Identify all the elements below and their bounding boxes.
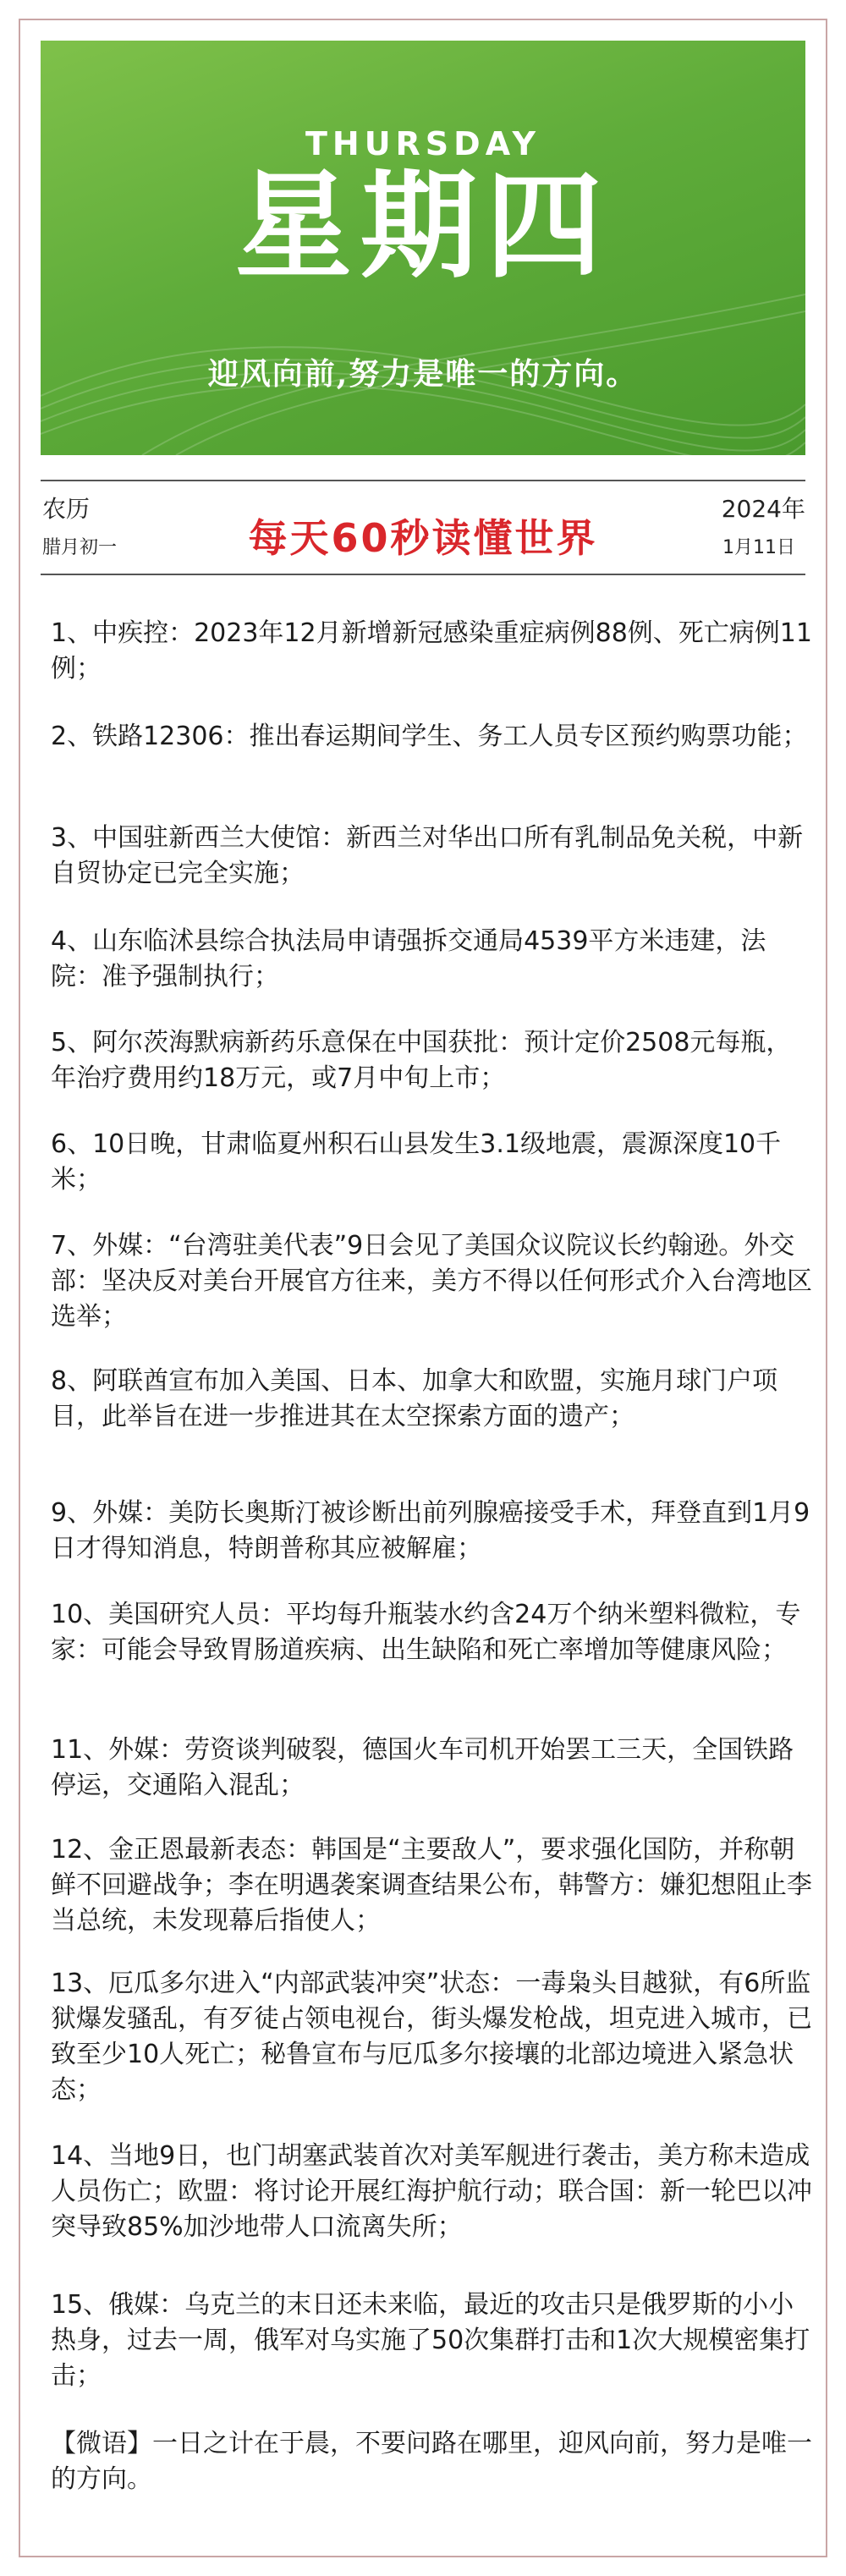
news-item: 7、外媒：“台湾驻美代表”9日会见了美国众议院议长约翰逊。外交部：坚决反对美台开展官方往来，美方不得以任何形式介入台湾地区选举； <box>51 1231 812 1332</box>
closing-quote: 【微语】一日之计在于晨，不要问路在哪里，迎风向前，努力是唯一的方向。 <box>51 2429 812 2494</box>
news-item: 3、中国驻新西兰大使馆：新西兰对华出口所有乳制品免关税，中新自贸协定已完全实施； <box>51 823 804 888</box>
weekday-chinese: 星期四 <box>234 157 611 294</box>
news-item: 11、外媒：劳资谈判破裂，德国火车司机开始罢工三天，全国铁路停运，交通陷入混乱； <box>51 1735 794 1800</box>
weekday-english: THURSDAY <box>305 125 541 162</box>
news-item: 10、美国研究人员：平均每升瓶装水约含24万个纳米塑料微粒，专家：可能会导致胃肠道疾病、出生缺陷和死亡率增加等健康风险； <box>51 1600 801 1665</box>
weekday-banner <box>41 41 805 455</box>
news-item: 15、俄媒：乌克兰的末日还未来临，最近的攻击只是俄罗斯的小小热身，过去一周，俄军对乌实施了50次集群打击和1次大规模密集打击； <box>51 2290 810 2391</box>
month-day-label: 1月11日 <box>722 537 795 558</box>
lunar-calendar-label: 农历 <box>42 495 91 523</box>
page-headline: 每天60秒读懂世界 <box>248 515 598 561</box>
news-item: 2、铁路12306：推出春运期间学生、务工人员专区预约购票功能； <box>51 722 808 751</box>
news-item: 1、中疾控：2023年12月新增新冠感染重症病例88例、死亡病例11例； <box>51 618 812 684</box>
news-item: 14、当地9日，也门胡塞武装首次对美军舰进行袭击，美方称未造成人员伤亡；欧盟：将讨论开展红海护航行动；联合国：新一轮巴以冲突导致85%加沙地带人口流离失所； <box>51 2141 812 2242</box>
header-bottom-rule <box>41 574 805 575</box>
news-item: 13、厄瓜多尔进入“内部武装冲突”状态：一毒枭头目越狱，有6所监狱爆发骚乱，有歹徒占领电视台，街头爆发枪战，坦克进入城市，已致至少10人死亡；秘鲁宣布与厄瓜多尔接壤的北部边境进入紧急状态； <box>51 1969 812 2105</box>
banner-slogan: 迎风向前,努力是唯一的方向。 <box>207 356 639 392</box>
year-label: 2024年 <box>721 495 805 523</box>
news-item: 6、10日晚，甘肃临夏州积石山县发生3.1级地震，震源深度10千米； <box>51 1129 782 1195</box>
news-item: 5、阿尔茨海默病新药乐意保在中国获批：预计定价2508元每瓶，年治疗费用约18万元，或7月中旬上市； <box>51 1028 792 1093</box>
news-item: 4、山东临沭县综合执法局申请强拆交通局4539平方米违建，法院：准予强制执行； <box>51 926 766 991</box>
header-top-rule <box>41 480 805 481</box>
news-item: 8、阿联酋宣布加入美国、日本、加拿大和欧盟，实施月球门户项目，此举旨在进一步推进其在太空探索方面的遗产； <box>51 1366 778 1431</box>
lunar-date: 腊月初一 <box>42 537 118 558</box>
news-item: 12、金正恩最新表态：韩国是“主要敌人”，要求强化国防，并称朝鲜不回避战争；李在明遇袭案调查结果公布，韩警方：嫌犯想阻止李当总统，未发现幕后指使人； <box>51 1835 812 1936</box>
news-item: 9、外媒：美防长奥斯汀被诊断出前列腺癌接受手术，拜登直到1月9日才得知消息，特朗普称其应被解雇； <box>51 1498 810 1563</box>
